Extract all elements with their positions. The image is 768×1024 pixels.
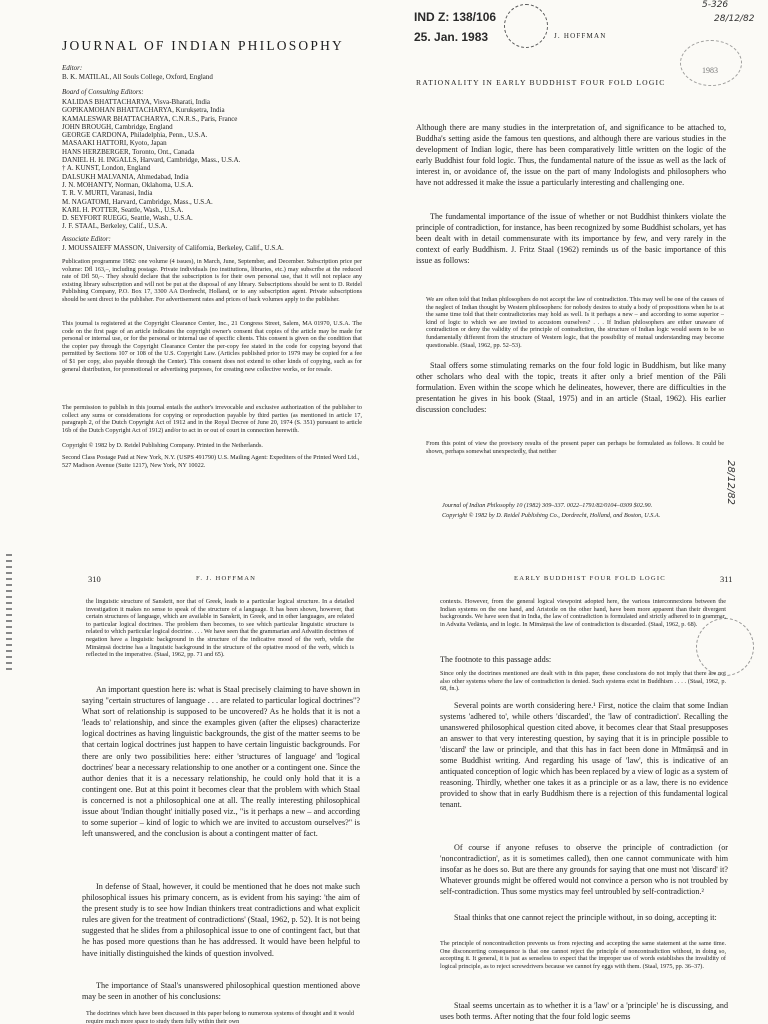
article-paragraph: In defense of Staal, however, it could be mentioned that he does not make such philosophical issues his primary concern, as is evident from his saying: 'the aim of the present study is to see how Indian thinkers treat contradictions and what explicit rules are given for the treatment of contradictions' (Staal, 1962, p. 52). It is not being suggested that he slides from a philosophical issue to one of contingent fact, but that he has posed more questions than he has addressed. It would have been helpful to have initially distinguished the kinds of question involved. [82, 882, 360, 958]
footnote-lead: The footnote to this passage adds: [440, 655, 552, 664]
board-member: DALSUKH MALVANIA, Ahmedabad, India [62, 172, 189, 181]
handwritten-note: 5-326 [702, 0, 729, 10]
library-seal-icon [504, 4, 548, 48]
board-member: DANIEL H. H. INGALLS, Harvard, Cambridge, Mass., U.S.A. [62, 156, 241, 165]
author-name: J. HOFFMAN [554, 32, 607, 40]
article-paragraph: Several points are worth considering here.¹ First, notice the claim that some Indian systems 'adhered to', while others 'discarded', the 'law of contradiction'. Recalling the unanswered philosophical question cited above, it becomes clear that Staal presupposes an answer to that very interesting question, by saying that it is in principle possible to 'discard' the law or principle, and that this has in fact been done in Mīmāṃsā and in some Buddhist writing. And regarding his usage of 'law', this is indicative of an antiquated conception of logic which has been replaced by a view of logic as a system of reasoning. Thirdly, whether one takes it as a principle or as a law, there is no evidence provided to show that in early Buddhism there is a rejection of this fundamental logical tenant. [440, 701, 728, 809]
board-member: † A. KUNST, London, England [62, 164, 151, 173]
publication-programme: Publication programme 1982: one volume (4 issues), in March, June, September, and December. Subscription price per volume: Dfl 163,–, including postage. Private individuals (no institutions, libraries, etc.) may subscribe at the reduced rate of Dfl 50,–. They should declare that the subscription is for their own personal use, that it will not replace any existing library subscription and will not be put at the disposal of any library. Subscriptions should be sent to D. Reidel Publishing Company, P.O. Box 17, 3300 AA Dordrecht, Holland, or to any subscription agent. Private subscriptions should be sent direct to the publisher. For advertisement rates and prices of back volumes apply to the publisher. [62, 258, 362, 303]
block-quote: the linguistic structure of Sanskrit, nor that of Greek, leads to a particular logical structure. In a detailed investigation it makes no sense to speak of the structure of a language. It has been shown, however, that certain structures of language, which are available in Sanskrit, in Greek, and in other languages, are related to particular logical doctrines. The problem then becomes, to see which particular linguistic structure is related to which particular logical doctrine. . . . We have seen that the grammarian and Advaitin doctrines of negation have a linguistic background in the structure of the indicative mood of the verb, while the Mīmāṃsā doctrine has a linguistic background in the structure of the optative mood of the verb, which is reflected in the imperative. (Staal, 1962, pp. 71 and 65). [86, 598, 354, 659]
article-paragraph: The importance of Staal's unanswered philosophical question mentioned above may be seen in another of his conclusions: [82, 981, 360, 1002]
article-paragraph: Staal seems uncertain as to whether it is a 'law' or a 'principle' he is discussing, and uses both terms. After noting that the four fold logic seems [440, 1001, 728, 1021]
library-stamp-id: IND Z: 138/106 [414, 10, 497, 24]
permission-notice: The permission to publish in this journal entails the author's irrevocable and exclusive authorization of the publisher to collect any sums or considerations for copying or reproduction payable by third parties (as mentioned in article 17, paragraph 2, of the Dutch Copyright Act of 1912 and in the Royal Decree of June 20, 1974 (S. 351) pursuant to article 16b of the Dutch Copyright Act of 1912) and/or to act in or out of court in connection herewith. [62, 404, 362, 434]
associate-heading: Associate Editor: [62, 235, 111, 243]
library-stamp-date: 25. Jan. 1983 [414, 30, 489, 44]
block-quote: The principle of noncontradiction prevents us from rejecting and accepting the same statement at the same time. One disconcerting consequence is that one cannot reject the principle of noncontradiction without, in doing so, accepting it. It general, it is just as senseless to expect that the improper use of words establishes the invalidity of logical principle, as to reject screwdrivers because we cannot fry eggs with them. (Staal, 1975, pp. 36–37). [440, 940, 726, 970]
block-quote: The doctrines which have been discussed in this paper belong to numerous systems of thought and it would require much more space to study them fully within their own [86, 1010, 354, 1024]
running-head: F. J. HOFFMAN [196, 575, 257, 582]
article-title: RATIONALITY IN EARLY BUDDHIST FOUR FOLD LOGIC [416, 78, 666, 87]
article-paragraph: Staal offers some stimulating remarks on the four fold logic in Buddhism, but like many other scholars who deal with the topic, treats it after only a brief mention of the Pāli formulation. Even within the scope which he delineates, however, there are difficulties in the presentation he gives in his book (Staal, 1975) and in an article (Staal, 1962). His earlier discussion concludes: [416, 361, 726, 415]
page-article-first [384, 0, 768, 540]
block-quote: We are often told that Indian philosophers do not accept the law of contradiction. This may well be one of the causes of the neglect of Indian thought by Western philosophers: for nobody desires to study a body of propositions when he is at the same time told that their contradictories may hold as well. Is it perhaps a new – and according to some superior – kind of logic to which we are invited to accustom ourselves? . . . If Indian philosophers are either unaware of contradiction or deny the validity of the principle of contradiction, the structure of Indian logic would seem to be so fundamentally different from the structure of Western logic, that the possibility of mutual understanding may become questionable. (Staal, 1962, pp. 52–53). [426, 296, 724, 349]
block-quote: Since only the doctrines mentioned are dealt with in this paper, these conclusions do not imply that there are not also other systems where the law of contradiction is denied. Such systems exist in Buddhism . . . . (Staal, 1962, p. 68, fn.). [440, 670, 726, 693]
faint-seal-icon [680, 40, 742, 86]
binding-edge [6, 554, 12, 674]
page-number: 311 [720, 574, 733, 584]
page-number: 310 [88, 574, 101, 584]
copyright-line: Copyright © 1982 by D. Reidel Publishing Company. Printed in the Netherlands. [62, 442, 263, 449]
board-member: J. N. MOHANTY, Norman, Oklahoma, U.S.A. [62, 180, 194, 189]
block-quote: From this point of view the provisory results of the present paper can perhaps be formulated as follows. It could be shown, perhaps somewhat unexpectedly, that neither [426, 440, 724, 455]
article-paragraph: The fundamental importance of the issue of whether or not Buddhist thinkers violate the principle of contradiction, for instance, has been recognized by some Buddhist scholars, yet has been dealt with in detail commensurate with its importance by few, and very rarely in the context of early Buddhism. J. Fritz Staal (1962) reminds us of the basic importance of this issue as follows: [416, 212, 726, 266]
editor-name: B. K. MATILAL, All Souls College, Oxford, England [62, 73, 213, 81]
board-member: T. R. V. MURTI, Varanasi, India [62, 189, 153, 198]
copyright-center-notice: This journal is registered at the Copyright Clearance Center, Inc., 21 Congress Street, Salem, MA 01970, U.S.A. The code on the first page of an article indicates the copyright owner's consent that copies of the article may be made for personal or internal use, or for the personal or internal use of specific clients. This consent is given on the condition that the copier pay through the Copyright Clearance Center the per-copy fee stated in the code for copying beyond that permitted by Sections 107 or 108 of the U.S. Copyright Law. (Articles published prior to 1979 may be copied for a fee of $1 per copy, also payable through the Center). This consent does not extend to other kinds of copying, such as for general distribution, for promotional or advertising purposes, for creating new collective works, or for resale. [62, 320, 362, 373]
citation-copyright: Copyright © 1982 by D. Reidel Publishing Co., Dordrecht, Holland, and Boston, U.S.A. [442, 512, 661, 519]
block-quote: contexts. However, from the general logical viewpoint adopted here, the various interconnexions between the Indian systems on the one hand, and Aristotle on the other hand, have been more apparent than their divergent backgrounds. We have seen that in India, the law of contradiction is formulated and strictly adhered to in grammar, in Advaita Vedānta, and in logic. In Mīmāṃsā the law of contradiction is discarded. (Staal, 1962, p. 68). [440, 598, 726, 628]
editor-heading: Editor: [62, 64, 83, 72]
page-311 [384, 540, 768, 1024]
article-paragraph: Although there are many studies in the interpretation of, and significance to be attached to, Buddha's setting aside the famous ten questions, and although there are various studies in the development of Indian logic, there has been comparatively little written on the logic of the early Buddhist four fold logic. Thus, the fundamental nature of the issue as well as the lack of interest in, or avoidance of, the issue on the part of many Indologists and philosophers who have not addressed it make the issue a particularly interesting and challenging one. [416, 123, 726, 188]
handwritten-date: 28/12/82 [714, 14, 755, 24]
postage-notice: Second Class Postage Paid at New York, N.Y. (USPS 491790) U.S. Mailing Agent: Expediters of the Printed Word Ltd., 527 Madison Avenue (Suite 1217), New York, NY 10022. [62, 454, 360, 469]
page-masthead [0, 0, 384, 540]
associate-editor: J. MOUSSAIEFF MASSON, University of California, Berkeley, Calif., U.S.A. [62, 244, 284, 252]
library-seal-icon [696, 618, 754, 676]
article-paragraph: Of course if anyone refuses to observe the principle of contradiction (or 'noncontradiction', as it is sometimes called), then one cannot communicate with him insofar as he does so. But are there any grounds for saying that one must not 'discard' it? Whatever grounds might be offered would not convince a person who is not troubled by self-contradiction. Thus some mystics may feel untroubled by self-contradiction.² [440, 843, 728, 896]
board-member: KARL H. POTTER, Seattle, Wash., U.S.A. [62, 205, 184, 214]
faint-seal-year: 1983 [702, 66, 718, 75]
board-member: JOHN BROUGH, Cambridge, England [62, 122, 173, 131]
article-paragraph: Staal thinks that one cannot reject the principle without, in so doing, accepting it: [454, 913, 717, 922]
citation-line: Journal of Indian Philosophy 10 (1982) 309–337. 0022–1791/82/0104–0309 $02.90. [442, 502, 653, 509]
margin-handwriting: 28/12/82 [725, 460, 736, 505]
board-member: KAMALESWAR BHATTACHARYA, C.N.R.S., Paris, France [62, 114, 238, 123]
board-member: MASAAKI HATTORI, Kyoto, Japan [62, 139, 167, 148]
board-member: GEORGE CARDONA, Philadelphia, Penn., U.S.A. [62, 131, 208, 140]
board-member: J. F. STAAL, Berkeley, Calif., U.S.A. [62, 222, 168, 231]
article-paragraph: An important question here is: what is Staal precisely claiming to have shown in saying "certain structures of language . . . are related to particular logical doctrines"? What sort of relationship is supposed to be uncovered? As he holds that it is not a 'leads to' relationship, and since the examples given (after the elipses) characterize logical doctrines as having linguistic backgrounds, the gist of the matter seems to be that certain logical doctrines just happen to have certain linguistic backgrounds. For there are only two possibilities here: either 'structures of language' and 'logical doctrines' bear a necessary relationship to one another or a contingent one. Since the author denies that it is a necessary relationship, he could only hold that it is a contingent one. But at this point it becomes clear that the problem with which Staal is concerned is not a philosophical one at all. The really interesting philosophical issue about 'Indian thought' initially posed viz., "is it perhaps a new – and according to some superior – kind of logic to which we are invited to accustom ourselves?" is left unanswered, and the conclusion is about a contingent matter of fact. [82, 685, 360, 839]
board-member: KALIDAS BHATTACHARYA, Visva-Bharati, India [62, 98, 211, 106]
journal-title: JOURNAL OF INDIAN PHILOSOPHY [62, 38, 344, 53]
board-member: HANS HERZBERGER, Toronto, Ont., Canada [62, 147, 195, 156]
board-heading: Board of Consulting Editors: [62, 88, 144, 96]
board-member: GOPIKAMOHAN BHATTACHARYA, Kurukṣetra, India [62, 106, 225, 115]
running-head: EARLY BUDDHIST FOUR FOLD LOGIC [514, 575, 666, 582]
page-310 [0, 540, 384, 1024]
board-member: D. SEYFORT RUEGG, Seattle, Wash., U.S.A. [62, 214, 193, 223]
board-list [62, 98, 362, 231]
board-member: M. NAGATOMI, Harvard, Cambridge, Mass., U.S.A. [62, 197, 213, 206]
